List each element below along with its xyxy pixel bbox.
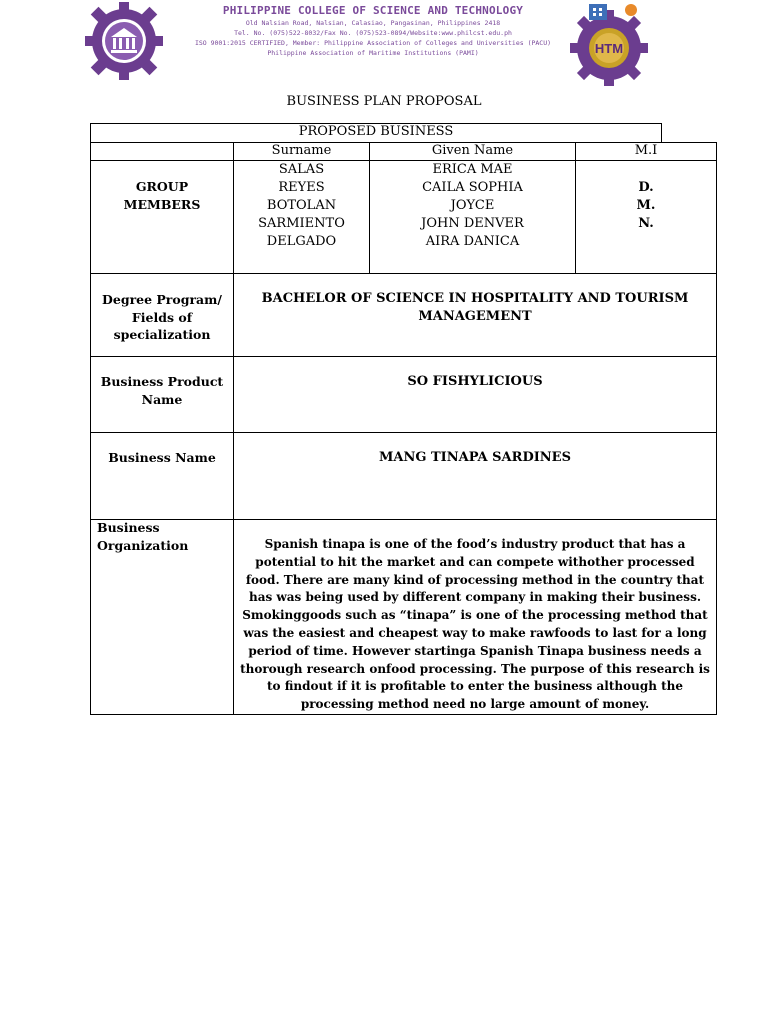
member-given-name: ERICA MAE	[432, 162, 513, 177]
member-surname: REYES	[278, 180, 325, 195]
institution-header	[178, 4, 568, 58]
institution-certification: ISO 9001:2015 CERTIFIED, Member: Philippine Association of Colleges and Universities (PACU)	[194, 39, 552, 47]
business-name-label: Business Name	[108, 450, 216, 465]
member-given-name: JOYCE	[450, 198, 495, 213]
business-name-label-cell	[90, 432, 234, 520]
htm-logo-text: HTM	[594, 41, 624, 56]
proposed-business-label: PROPOSED BUSINESS	[298, 124, 454, 139]
letterhead	[0, 0, 768, 90]
business-product-value: SO FISHYLICIOUS	[407, 374, 543, 389]
member-surname: SARMIENTO	[258, 216, 345, 231]
member-given-name: AIRA DANICA	[425, 234, 520, 249]
college-seal-gear-icon	[84, 0, 164, 82]
member-given-name: CAILA SOPHIA	[422, 180, 523, 195]
mi-column-header: M.I	[634, 143, 658, 158]
business-product-label: Business Product Name	[100, 374, 224, 407]
member-middle-initial: D.	[638, 180, 654, 195]
given-name-column-header: Given Name	[431, 143, 514, 158]
member-surname: SALAS	[278, 162, 325, 177]
institution-name: PHILIPPINE COLLEGE OF SCIENCE AND TECHNOLOGY	[222, 4, 524, 17]
surname-list	[233, 161, 370, 251]
degree-program-value: BACHELOR OF SCIENCE IN HOSPITALITY AND TOURISM MANAGEMENT	[261, 291, 689, 324]
member-middle-initial: M.	[636, 198, 656, 213]
business-organization-label: Business Organization	[97, 520, 189, 553]
institution-association: Philippine Association of Maritime Institutions (PAMI)	[267, 49, 479, 57]
member-surname: BOTOLAN	[266, 198, 337, 213]
business-name-value-cell	[233, 432, 717, 520]
surname-column-header: Surname	[271, 143, 332, 158]
degree-program-label: Degree Program/ Fields of specialization	[102, 292, 222, 342]
group-members-label: GROUP MEMBERS	[123, 179, 201, 212]
product-value-cell	[233, 356, 717, 433]
middle-initial-list	[575, 179, 717, 233]
business-organization-description: Spanish tinapa is one of the food’s industry product that has a potential to hit the market and can compete withother processed food. There are many kind of processing method in the country that has was being used by different company in making their business. Smokinggoods such as “tinapa” is one of the processing method that was the easiest and cheapest way to make rawfoods to last for a long period of time. However startinga Spanish Tinapa business needs a thorough research onfood processing. The purpose of this research is to findout if it is profitable to enter the business although the processing method need no large amount of money.	[240, 537, 710, 712]
document-title: BUSINESS PLAN PROPOSAL	[286, 94, 482, 109]
empty-header-cell	[90, 142, 234, 161]
htm-department-logo-icon	[567, 0, 651, 86]
member-middle-initial: N.	[638, 216, 654, 231]
institution-address: Old Nalsian Road, Nalsian, Calasiao, Pangasinan, Philippines 2418	[245, 19, 501, 27]
member-surname: DELGADO	[266, 234, 337, 249]
business-name-value: MANG TINAPA SARDINES	[379, 450, 571, 465]
given-name-list	[369, 161, 576, 251]
institution-contact: Tel. No. (075)522-8032/Fax No. (075)523-0894/Website:www.philcst.edu.ph	[234, 29, 512, 37]
member-given-name: JOHN DENVER	[421, 216, 524, 231]
